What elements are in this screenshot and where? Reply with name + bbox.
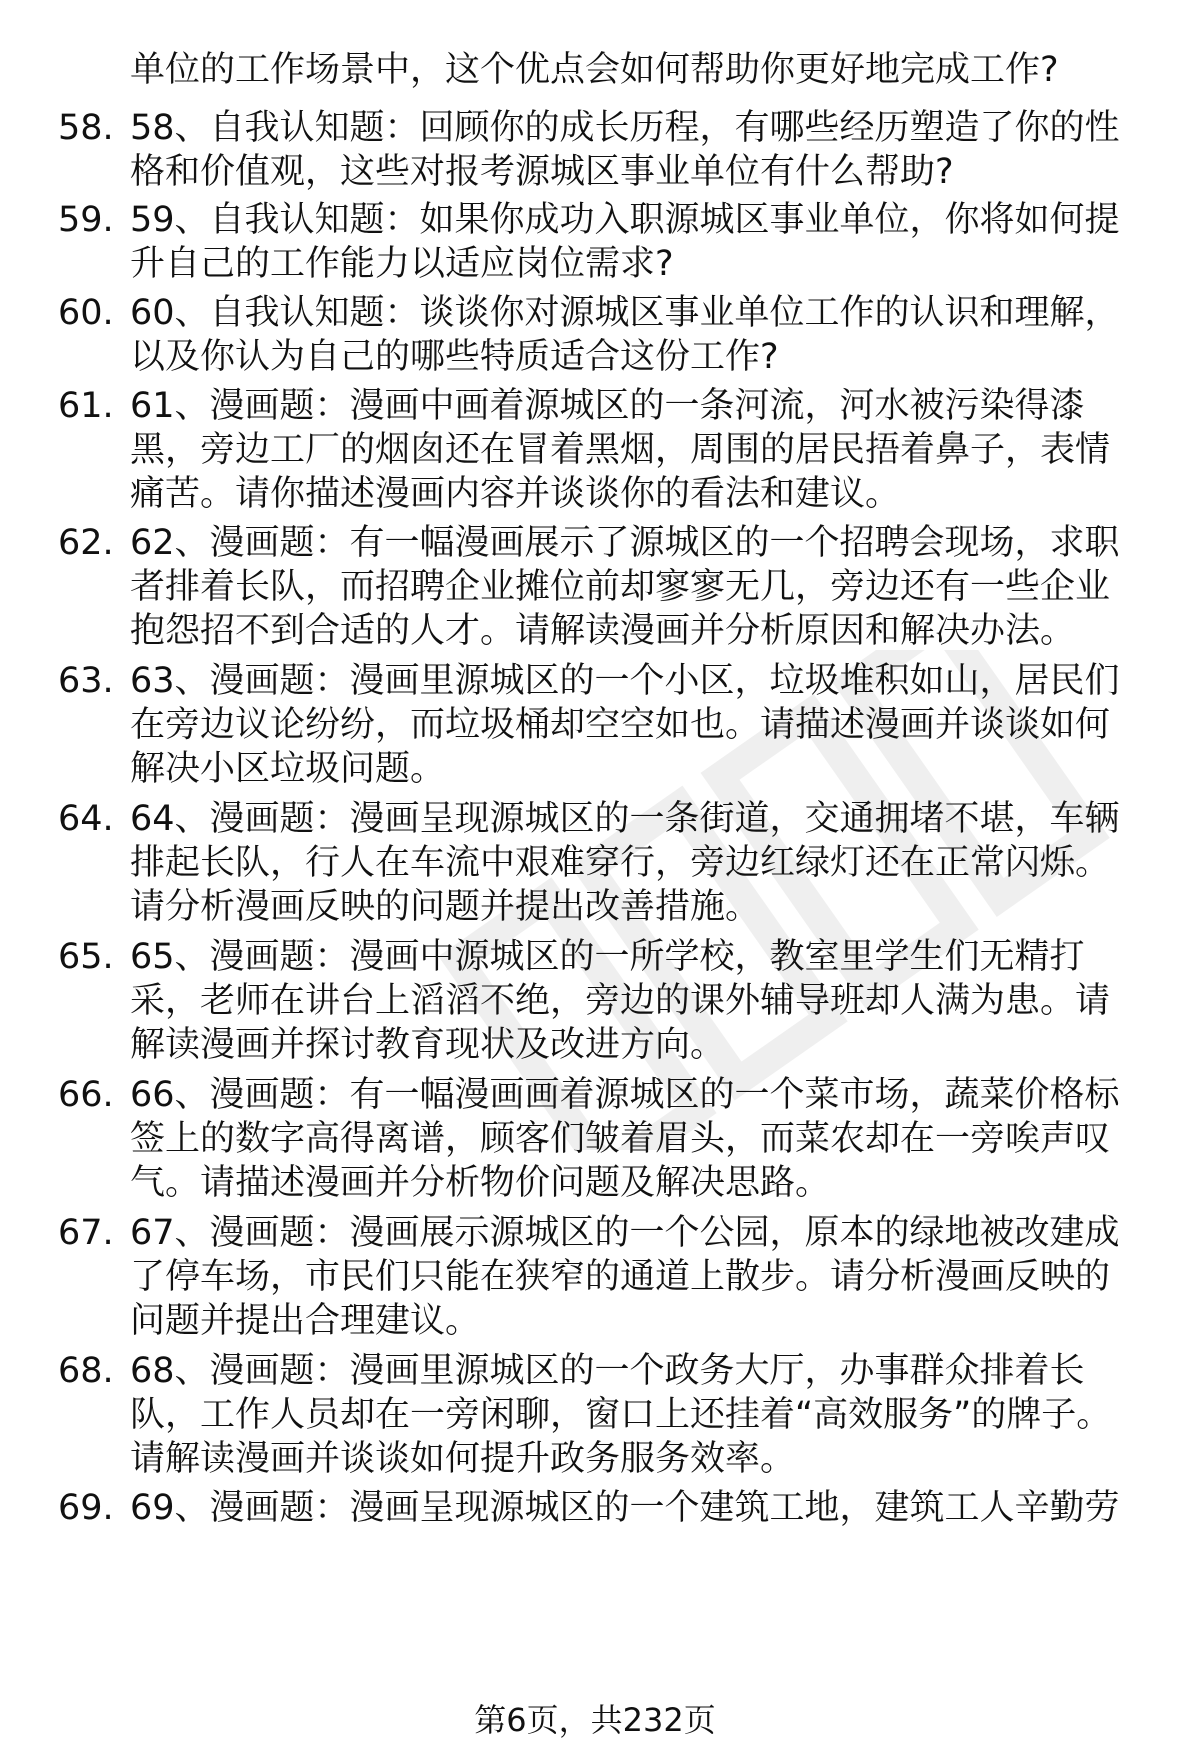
question-line: 以及你认为自己的哪些特质适合这份工作? [130, 337, 779, 377]
continuation-text [130, 48, 1150, 92]
question-line: 60、自我认知题：谈谈你对源城区事业单位工作的认识和理解， [130, 293, 1120, 333]
question-line: 升自己的工作能力以适应岗位需求? [130, 244, 674, 284]
question-line: 气。请描述漫画并分析物价问题及解决思路。 [130, 1163, 831, 1203]
question-number: 64. [58, 799, 114, 839]
question-line: 抱怨招不到合适的人才。请解读漫画并分析原因和解决办法。 [130, 611, 1076, 651]
question-number: 67. [58, 1213, 114, 1253]
question-line: 在旁边议论纷纷，而垃圾桶却空空如也。请描述漫画并谈谈如何 [130, 705, 1111, 745]
question-number: 58. [58, 108, 114, 148]
question-number: 68. [58, 1351, 114, 1391]
question-line: 黑，旁边工厂的烟囱还在冒着黑烟，周围的居民捂着鼻子，表情 [130, 430, 1111, 470]
question-line: 请分析漫画反映的问题并提出改善措施。 [130, 887, 761, 927]
question-line: 了停车场，市民们只能在狭窄的通道上散步。请分析漫画反映的 [130, 1257, 1111, 1297]
question-line: 排起长队，行人在车流中艰难穿行，旁边红绿灯还在正常闪烁。 [130, 843, 1111, 883]
question-text [130, 1486, 1160, 1530]
page-number-label: 第6页，共232页 [474, 1701, 716, 1739]
question-line: 采，老师在讲台上滔滔不绝，旁边的课外辅导班却人满为患。请 [130, 981, 1111, 1021]
question-number: 59. [58, 200, 114, 240]
question-number: 69. [58, 1488, 114, 1528]
question-line: 62、漫画题：有一幅漫画展示了源城区的一个招聘会现场，求职 [130, 523, 1120, 563]
question-text [130, 659, 1160, 791]
question-line: 64、漫画题：漫画呈现源城区的一条街道，交通拥堵不堪，车辆 [130, 799, 1120, 839]
page-footer [0, 1700, 1190, 1740]
question-line: 签上的数字高得离谱，顾客们皱着眉头，而菜农却在一旁唉声叹 [130, 1119, 1111, 1159]
question-line: 痛苦。请你描述漫画内容并谈谈你的看法和建议。 [130, 474, 901, 514]
question-text [130, 384, 1160, 516]
question-text [130, 106, 1160, 194]
question-text [130, 198, 1160, 286]
continuation-line: 单位的工作场景中，这个优点会如何帮助你更好地完成工作? [130, 50, 1059, 90]
question-text [130, 797, 1160, 929]
question-text [130, 1349, 1160, 1481]
question-line: 67、漫画题：漫画展示源城区的一个公园，原本的绿地被改建成 [130, 1213, 1120, 1253]
question-line: 解决小区垃圾问题。 [130, 749, 446, 789]
question-line: 61、漫画题：漫画中画着源城区的一条河流，河水被污染得漆 [130, 386, 1085, 426]
question-line: 65、漫画题：漫画中源城区的一所学校，教室里学生们无精打 [130, 937, 1085, 977]
question-line: 请解读漫画并谈谈如何提升政务服务效率。 [130, 1439, 796, 1479]
question-line: 69、漫画题：漫画呈现源城区的一个建筑工地，建筑工人辛勤劳 [130, 1488, 1120, 1528]
question-line: 58、自我认知题：回顾你的成长历程，有哪些经历塑造了你的性 [130, 108, 1120, 148]
question-line: 66、漫画题：有一幅漫画画着源城区的一个菜市场，蔬菜价格标 [130, 1075, 1120, 1115]
question-text [130, 935, 1160, 1067]
question-number: 61. [58, 386, 114, 426]
question-line: 队，工作人员却在一旁闲聊，窗口上还挂着“高效服务”的牌子。 [130, 1395, 1112, 1435]
question-number: 62. [58, 523, 114, 563]
question-line: 解读漫画并探讨教育现状及改进方向。 [130, 1025, 726, 1065]
question-text [130, 291, 1160, 379]
question-line: 格和价值观，这些对报考源城区事业单位有什么帮助? [130, 152, 954, 192]
question-text [130, 1073, 1160, 1205]
question-line: 68、漫画题：漫画里源城区的一个政务大厅，办事群众排着长 [130, 1351, 1085, 1391]
question-number: 63. [58, 661, 114, 701]
question-number: 66. [58, 1075, 114, 1115]
question-line: 63、漫画题：漫画里源城区的一个小区，垃圾堆积如山，居民们 [130, 661, 1120, 701]
question-line: 问题并提出合理建议。 [130, 1301, 481, 1341]
question-number: 60. [58, 293, 114, 333]
question-line: 59、自我认知题：如果你成功入职源城区事业单位，你将如何提 [130, 200, 1120, 240]
question-text [130, 521, 1160, 653]
question-line: 者排着长队，而招聘企业摊位前却寥寥无几，旁边还有一些企业 [130, 567, 1111, 607]
question-number: 65. [58, 937, 114, 977]
question-text [130, 1211, 1160, 1343]
